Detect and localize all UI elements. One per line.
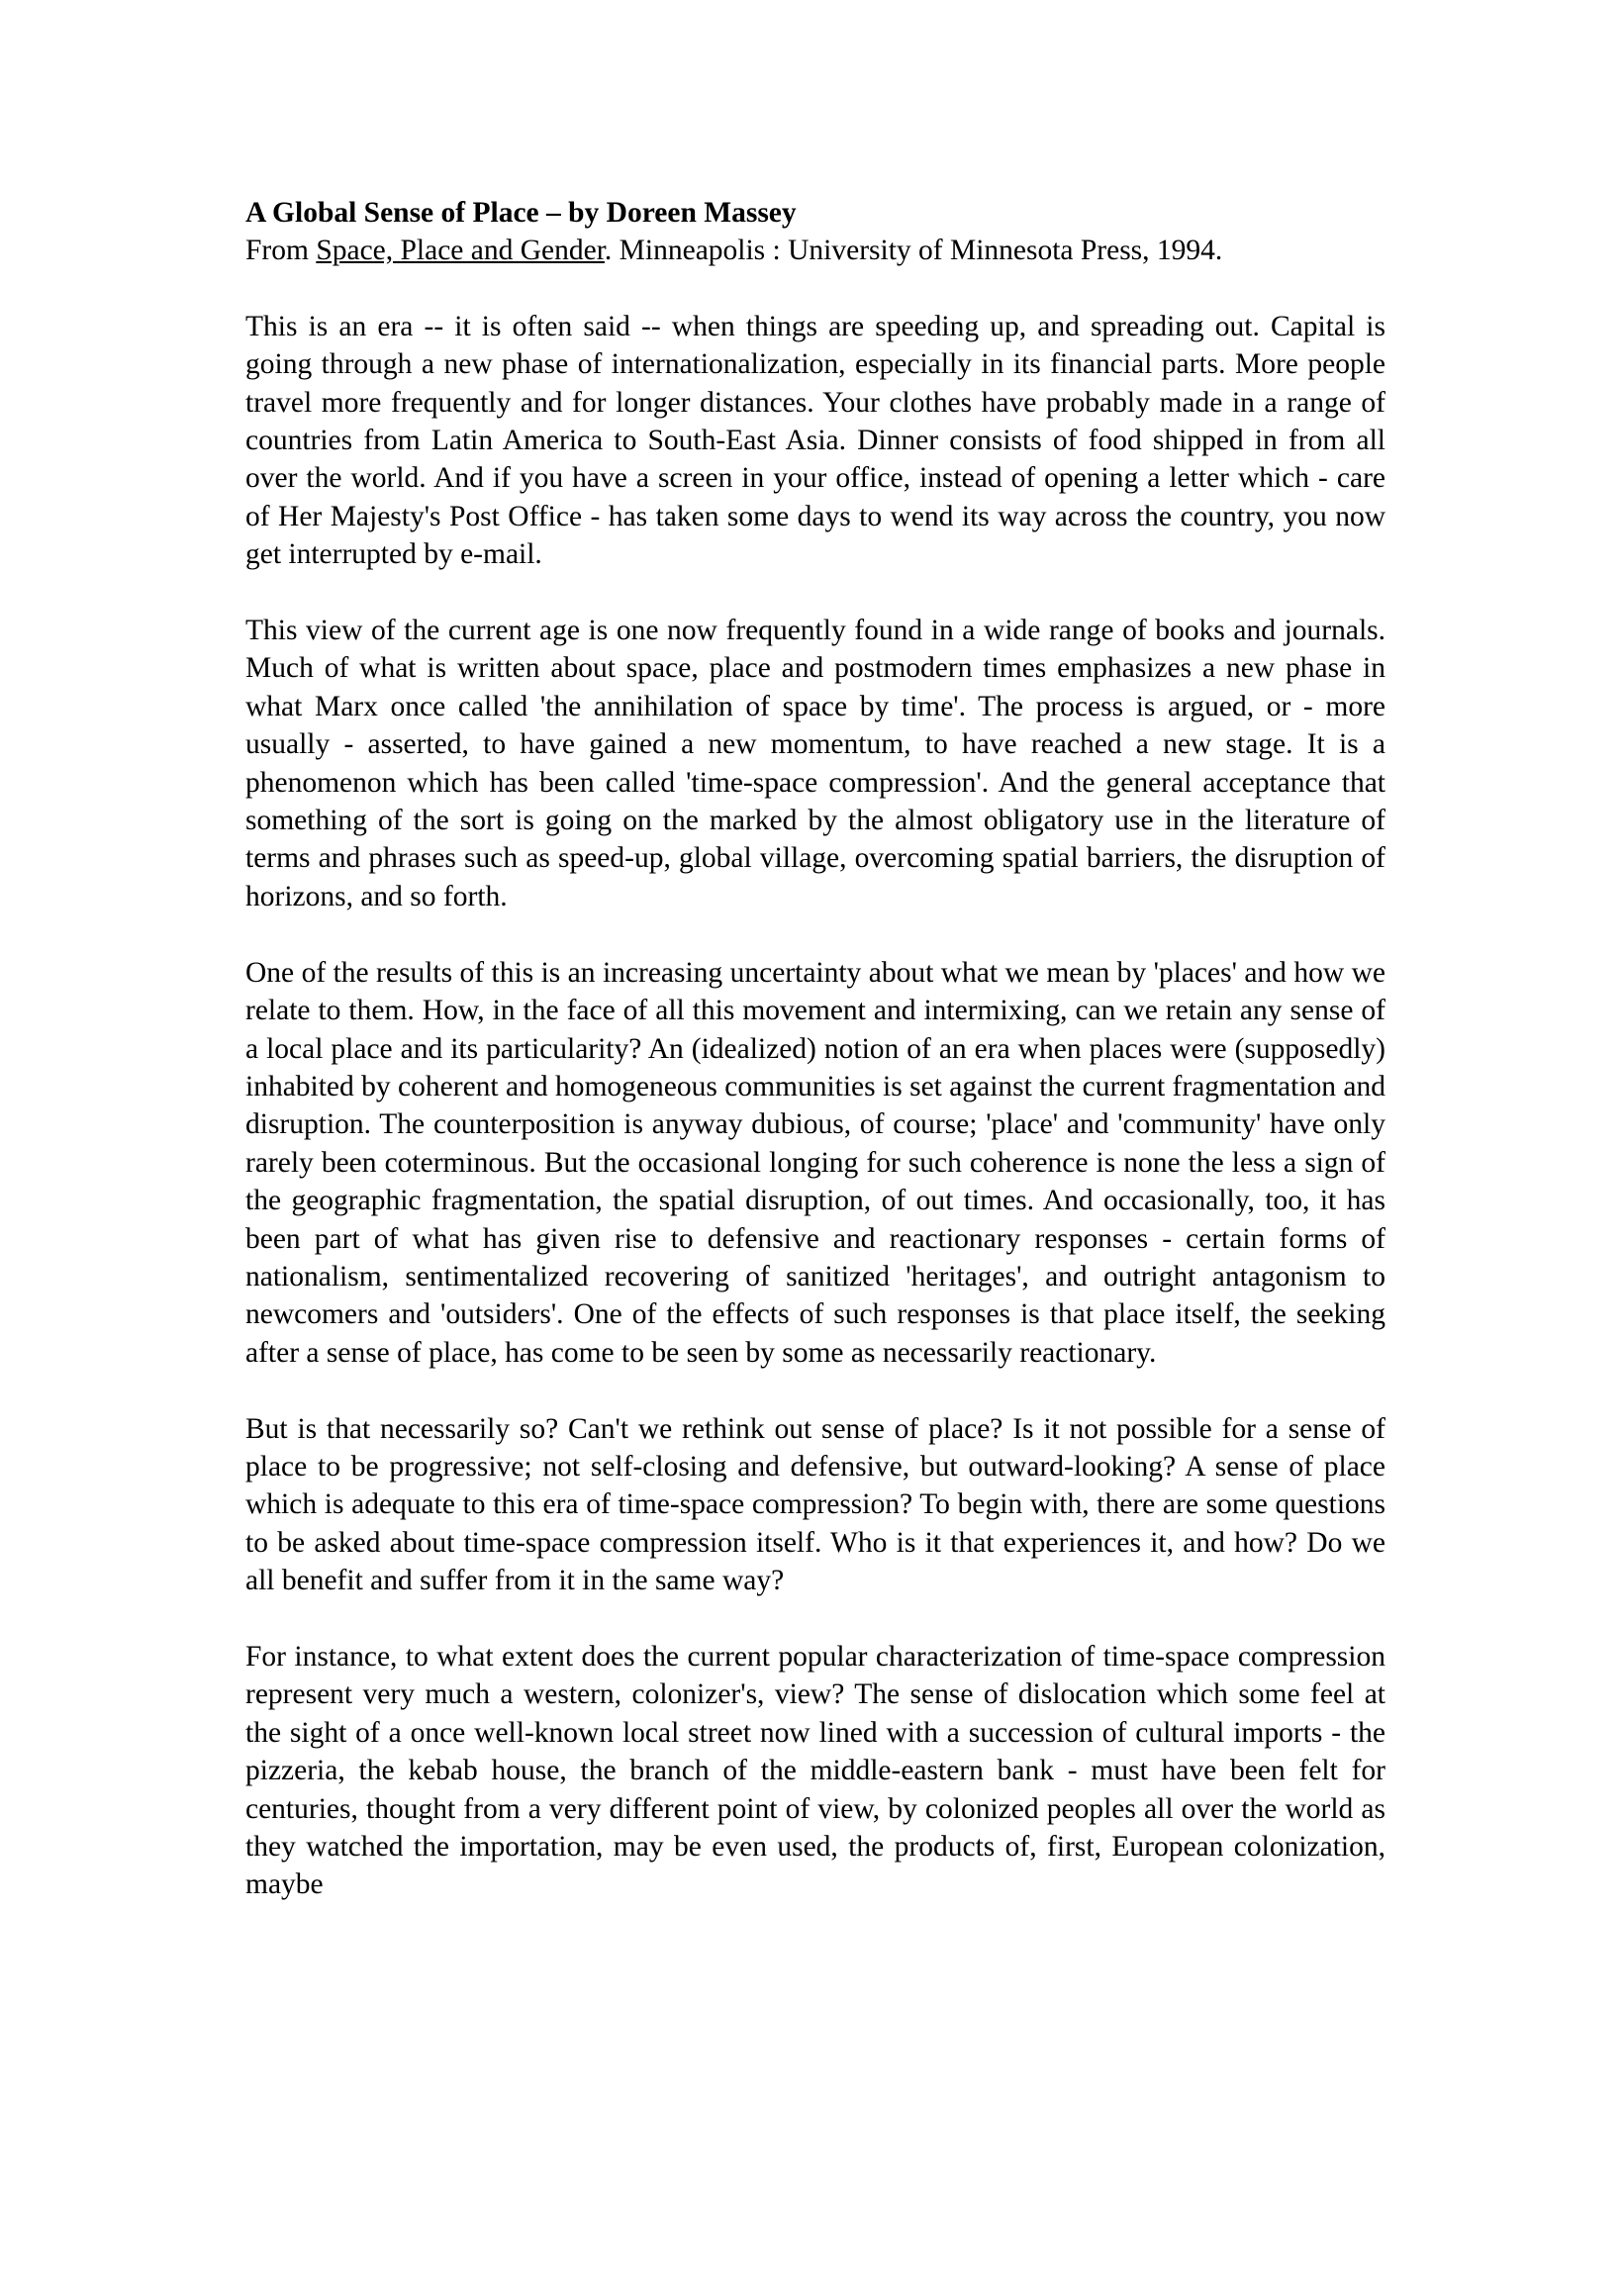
paragraph-1: This is an era -- it is often said -- when things are speeding up, and spreading out. Capital is going through a new phase of internationalization, especially in its financial parts. More people travel more frequently and for longer distances. Your clothes have probably made in a range of countries from Latin America to South-East Asia. Dinner consists of food shipped in from all over the world. And if you have a screen in your office, instead of opening a letter which - care of Her Majesty's Post Office - has taken some days to wend its way across the country, you now get interrupted by e-mail. (245, 310, 1385, 571)
source-publication: . Minneapolis : University of Minnesota Press, 1994. (604, 235, 1223, 267)
source-prefix: From (245, 235, 317, 267)
document-page (245, 194, 1385, 1942)
paragraph-3: One of the results of this is an increasing uncertainty about what we mean by 'places' and how we relate to them. How, in the face of all this movement and intermixing, can we retain any sense of a local place and its particularity? An (idealized) notion of an era when places were (supposedly) inhabited by coherent and homogeneous communities is set against the current fragmentation and disruption. The counterposition is anyway dubious, of course; 'place' and 'community' have only rarely been coterminous. But the occasional longing for such coherence is none the less a sign of the geographic fragmentation, the spatial disruption, of out times. And occasionally, too, it has been part of what has given rise to defensive and reactionary responses - certain forms of nationalism, sentimentalized recovering of sanitized 'heritages', and outright antagonism to newcomers and 'outsiders'. One of the effects of such responses is that place itself, the seeking after a sense of place, has come to be seen by some as necessarily reactionary. (245, 956, 1385, 1369)
paragraph-4: But is that necessarily so? Can't we rethink out sense of place? Is it not possible for a sense of place to be progressive; not self-closing and defensive, but outward-looking? A sense of place which is adequate to this era of time-space compression? To begin with, there are some questions to be asked about time-space compression itself. Who is it that experiences it, and how? Do we all benefit and suffer from it in the same way? (245, 1412, 1385, 1597)
source-citation (245, 232, 1385, 269)
paragraph-5: For instance, to what extent does the current popular characterization of time-space compression represent very much a western, colonizer's, view? The sense of dislocation which some feel at the sight of a once well-known local street now lined with a succession of cultural imports - the pizzeria, the kebab house, the branch of the middle-eastern bank - must have been felt for centuries, thought from a very different point of view, by colonized peoples all over the world as they watched the importation, may be even used, the products of, first, European colonization, maybe (245, 1640, 1385, 1901)
paragraph-2: This view of the current age is one now frequently found in a wide range of books and journals. Much of what is written about space, place and postmodern times emphasizes a new phase in what Marx once called 'the annihilation of space by time'. The process is argued, or - more usually - asserted, to have gained a new momentum, to have reached a new stage. It is a phenomenon which has been called 'time-space compression'. And the general acceptance that something of the sort is going on the marked by the almost obligatory use in the literature of terms and phrases such as speed-up, global village, overcoming spatial barriers, the disruption of horizons, and so forth. (245, 615, 1385, 912)
document-title: A Global Sense of Place – by Doreen Massey (245, 197, 797, 229)
source-book-title: Space, Place and Gender (316, 235, 605, 267)
